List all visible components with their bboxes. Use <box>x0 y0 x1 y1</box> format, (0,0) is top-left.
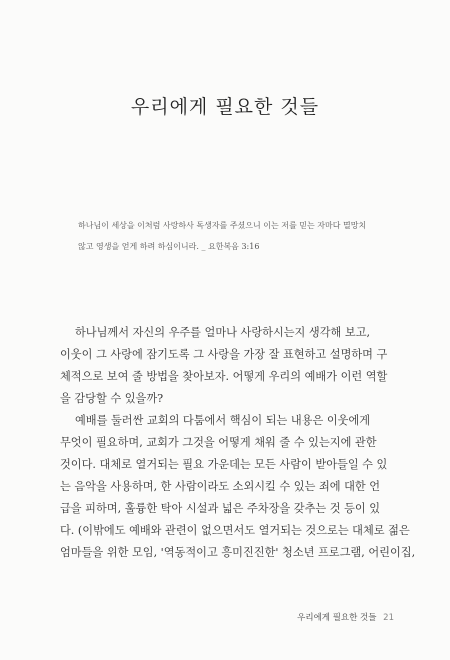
body-line: 것이다. 대체로 열거되는 필요 가운데는 모든 사람이 받아들일 수 있 <box>60 458 388 471</box>
body-line: 이웃이 그 사랑에 잠기도록 그 사랑을 가장 잘 표현하고 설명하며 구 <box>60 348 388 361</box>
body-line: 무엇이 필요하며, 교회가 그것을 어떻게 채워 줄 수 있는지에 관한 <box>60 436 377 449</box>
epigraph-line: 하나님이 세상을 이처럼 사랑하사 독생자를 주셨으니 이는 저를 믿는 자마다 멸망치 <box>78 221 367 230</box>
running-title: 우리에게 필요한 것들 <box>297 613 377 623</box>
body-line: 는 음악을 사용하며, 한 사람이라도 소외시킬 수 있는 죄에 대한 언 <box>60 480 381 493</box>
body-line: 하나님께서 자신의 우주를 얼마나 사랑하시는지 생각해 보고, <box>75 326 371 339</box>
body-line: 엄마들을 위한 모임, '역동적이고 흥미진진한' 청소년 프로그램, 어린이집, <box>60 546 416 559</box>
epigraph-line: 않고 영생을 얻게 하려 하심이니라. _ 요한복음 3:16 <box>78 242 260 251</box>
page-footer <box>297 611 394 623</box>
body-text <box>60 322 416 564</box>
chapter-title: 우리에게 필요한 것들 <box>130 96 320 118</box>
body-line: 체적으로 보여 줄 방법을 찾아보자. 어떻게 우리의 예배가 이런 역할 <box>60 370 388 383</box>
body-line: 다. (이밖에도 예배와 관련이 없으면서도 열거되는 것으로는 대체로 젊은 <box>60 524 410 537</box>
body-line: 예배를 둘러싼 교회의 다툼에서 핵심이 되는 내용은 이웃에게 <box>75 414 371 427</box>
body-line: 을 감당할 수 있을까? <box>60 392 164 405</box>
page-number: 21 <box>383 613 394 623</box>
body-line: 급을 피하며, 훌륭한 탁아 시설과 넓은 주차장을 갖추는 것 등이 있 <box>60 502 381 515</box>
epigraph <box>78 215 396 257</box>
